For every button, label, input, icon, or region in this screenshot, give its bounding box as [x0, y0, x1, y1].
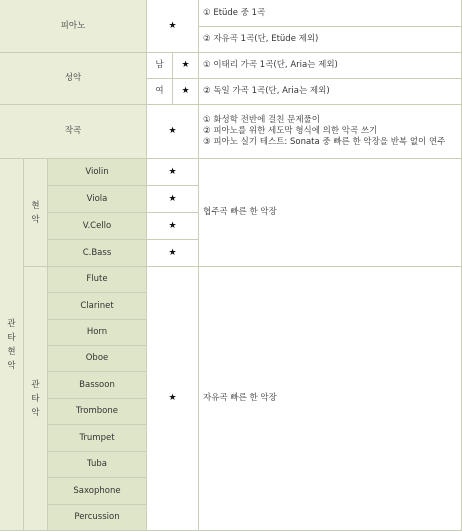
orchestra-label: 관 타 현 악	[0, 159, 24, 531]
winds-star: ★	[147, 267, 199, 531]
instrument-horn: Horn	[48, 320, 147, 346]
composition-star: ★	[147, 105, 199, 159]
instrument-percussion: Percussion	[48, 505, 147, 531]
voice-item-2: ② 독일 가곡 1곡(단, Aria는 제외)	[199, 79, 462, 105]
instrument-saxophone: Saxophone	[48, 478, 147, 505]
strings-label: 현 악	[24, 159, 48, 267]
voice-label: 성악	[0, 53, 147, 105]
strings-requirement: 협주곡 빠른 한 악장	[199, 159, 462, 267]
winds-label: 관 타 악	[24, 267, 48, 531]
piano-item-2: ② 자유곡 1곡(단, Etüde 제외)	[199, 27, 462, 53]
viola-star: ★	[147, 186, 199, 213]
instrument-violin: Violin	[48, 159, 147, 186]
voice-male-label: 남	[147, 53, 173, 79]
instrument-bass: C.Bass	[48, 240, 147, 267]
composition-item-2: ② 피아노를 위한 세도막 형식에 의한 악곡 쓰기	[203, 126, 378, 136]
voice-female-star: ★	[173, 79, 199, 105]
bass-star: ★	[147, 240, 199, 267]
voice-female-label: 여	[147, 79, 173, 105]
instrument-trombone: Trombone	[48, 399, 147, 425]
composition-items	[199, 105, 462, 159]
instrument-viola: Viola	[48, 186, 147, 213]
composition-label: 작곡	[0, 105, 147, 159]
piano-star: ★	[147, 0, 199, 53]
instrument-tuba: Tuba	[48, 452, 147, 478]
instrument-trumpet: Trumpet	[48, 425, 147, 452]
voice-item-1: ① 이태리 가곡 1곡(단, Aria는 제외)	[199, 53, 462, 79]
winds-requirement: 자유곡 빠른 한 악장	[199, 267, 462, 531]
violin-star: ★	[147, 159, 199, 186]
voice-male-star: ★	[173, 53, 199, 79]
composition-item-3: ③ 피아노 실기 테스트: Sonata 중 빠른 한 악장을 반복 없이 연주	[203, 137, 446, 147]
instrument-cello: V.Cello	[48, 213, 147, 240]
piano-label: 피아노	[0, 0, 147, 53]
instrument-flute: Flute	[48, 267, 147, 293]
instrument-bassoon: Bassoon	[48, 372, 147, 399]
cello-star: ★	[147, 213, 199, 240]
piano-item-1: ① Etüde 중 1곡	[199, 0, 462, 27]
instrument-oboe: Oboe	[48, 346, 147, 372]
instrument-clarinet: Clarinet	[48, 293, 147, 320]
composition-item-1: ① 화성학 전반에 걸친 문제풀이	[203, 115, 320, 125]
